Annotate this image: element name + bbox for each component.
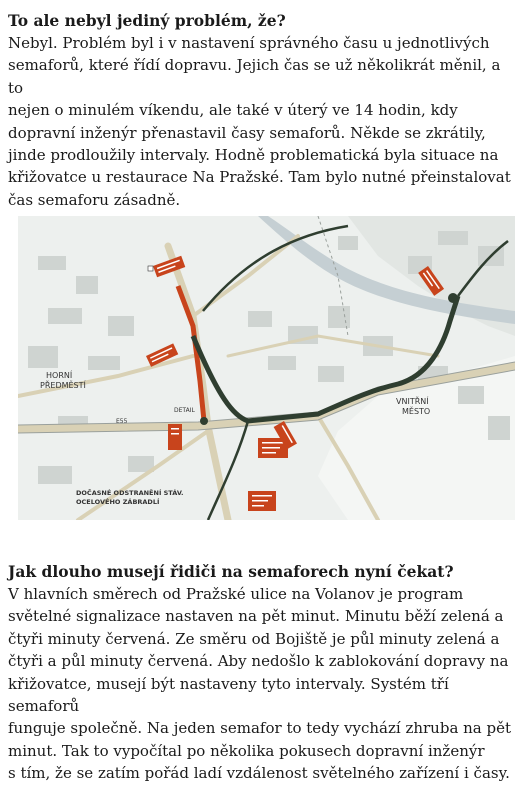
- route-node-icon: [448, 293, 458, 303]
- answer-paragraph-1: [8, 32, 516, 211]
- answer-line: světelné signalizace nastaven na pět minut. Minutu běží zelená a: [8, 607, 504, 626]
- map-label-vnitrni: VNITŘNÍ: [396, 397, 429, 406]
- section-1: [8, 10, 516, 211]
- answer-line: Nebyl. Problém byl i v nastavení správného času u jednotlivých: [8, 34, 490, 52]
- traffic-map-image: [18, 216, 515, 520]
- answer-line: křižovatce, musejí být nastaveny tyto intervaly. Systém tří semaforů: [8, 674, 449, 716]
- map-label-docasne: DOČASNÉ ODSTRANĚNÍ STÁV.: [76, 489, 184, 497]
- answer-paragraph-2: [8, 583, 516, 785]
- answer-line: s tím, že se zatím pořád ladí vzdálenost světelného zařízení i časy.: [8, 764, 510, 783]
- answer-line: čtyři minuty červená. Ze směru od Bojiště je půl minuty zelená a: [8, 629, 500, 648]
- answer-line: nejen o minulém víkendu, ale také v úterý ve 14 hodin, kdy: [8, 101, 458, 120]
- map-label-predmesti: PŘEDMĚSTÍ: [40, 381, 86, 390]
- sign-icon: [168, 424, 182, 450]
- sign-icon: [248, 491, 276, 511]
- answer-line: čas semaforu zásadně.: [8, 190, 181, 209]
- map-label-road: E55: [116, 418, 128, 425]
- map-label-detail: DETAIL: [174, 407, 195, 414]
- answer-line: dopravní inženýr přenastavil časy semaforů. Někde se zkrátily,: [8, 123, 486, 142]
- answer-line: křižovatce u restaurace Na Pražské. Tam bylo nutné přeinstalovat: [8, 168, 511, 187]
- answer-line: funguje společně. Na jeden semafor to tedy vychází zhruba na pět: [8, 719, 512, 738]
- question-heading-1: To ale nebyl jediný problém, že?: [8, 11, 286, 30]
- section-2: [8, 561, 516, 785]
- answer-line: minut. Tak to vypočítal po několika pokusech dopravní inženýr: [8, 741, 485, 760]
- answer-line: čtyři a půl minuty červená. Aby nedošlo k zablokování dopravy na: [8, 652, 509, 671]
- route-node-icon: [200, 417, 208, 425]
- answer-line: semaforů, které řídí dopravu. Jejich čas se už několikrát měnil, a to: [8, 56, 501, 97]
- answer-line: jinde prodloužily intervaly. Hodně problematická byla situace na: [8, 146, 499, 165]
- question-heading-2: Jak dlouho musejí řidiči na semaforech nyní čekat?: [8, 562, 454, 581]
- map-label-mesto: MĚSTO: [402, 407, 431, 416]
- answer-line: V hlavních směrech od Pražské ulice na Volanov je program: [8, 585, 464, 603]
- map-label-horni: HORNÍ: [46, 371, 73, 380]
- map-label-zabradli: OCELOVÉHO ZÁBRADLÍ: [76, 498, 160, 506]
